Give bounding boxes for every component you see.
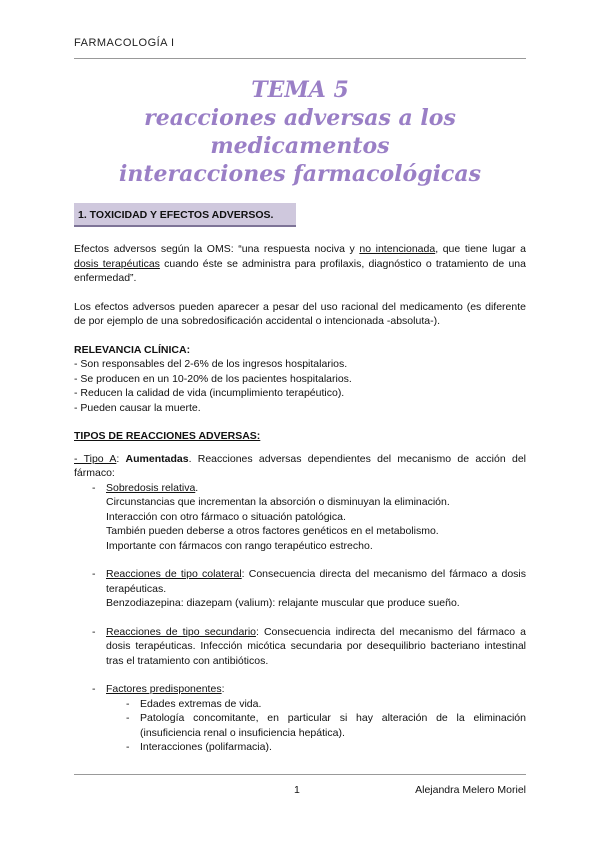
relevancia-item: - Son responsables del 2-6% de los ingresos hospitalarios.: [74, 358, 348, 370]
paragraph-rational-use: Los efectos adversos pueden aparecer a pesar del uso racional del medicamento (es diferente de por ejemplo de una sobredosificación accidental o intencionada -absoluta-).: [74, 300, 526, 327]
item-line: También pueden deberse a otros factores genéticos en el metabolismo.: [106, 525, 439, 537]
factor-item: [74, 740, 526, 755]
item-line: Benzodiazepina: diazepam (valium): relajante muscular que produce sueño.: [106, 597, 460, 609]
list-dash: -: [92, 481, 96, 494]
item-line: Importante con fármacos con rango terapéutico estrecho.: [106, 539, 373, 552]
list-item-sobredosis: [74, 481, 526, 554]
text-run: :: [221, 683, 225, 695]
tipo-a-name: Aumentadas: [125, 452, 189, 465]
text-run: . Reacciones adversas dependientes del mecanismo de acción del fármaco:: [74, 452, 526, 479]
tipo-a-intro: [74, 452, 526, 481]
relevancia-item: - Se producen en un 10-20% de los pacientes hospitalarios.: [74, 372, 352, 385]
title-subtitle-2: interacciones farmacológicas: [119, 161, 481, 187]
list-item-factores: [74, 682, 526, 697]
underlined-term: dosis terapéuticas: [74, 257, 160, 270]
list-dash: -: [92, 625, 96, 638]
factor-item: [74, 711, 526, 740]
author-name: Alejandra Melero Moriel: [415, 784, 526, 796]
underlined-term: no intencionada: [359, 243, 436, 255]
item-title: Factores predisponentes: [106, 683, 222, 695]
text-run: , que tiene lugar a: [435, 243, 526, 255]
text-run: Efectos adversos según la OMS: “una respuesta nociva y: [74, 243, 360, 255]
text-run: cuando éste se administra para profilaxis, diagnóstico o tratamiento de una enfermedad”.: [74, 257, 526, 284]
item-title: Sobredosis relativa: [106, 481, 196, 494]
tipos-heading: TIPOS DE REACCIONES ADVERSAS:: [74, 430, 261, 442]
list-dash: -: [92, 683, 96, 695]
relevancia-heading: RELEVANCIA CLÍNICA:: [74, 343, 191, 356]
list-item-secundario: [74, 625, 526, 669]
factor-text: Patología concomitante, en particular si hay alteración de la eliminación (insuficiencia renal o insuficiencia hepática).: [140, 712, 526, 739]
title-subtitle-1: reacciones adversas a los medicamentos: [144, 105, 456, 159]
item-line: Circunstancias que incrementan la absorción o disminuyan la eliminación.: [106, 496, 450, 508]
title-topic: TEMA 5: [251, 77, 349, 103]
relevancia-item: - Pueden causar la muerte.: [74, 401, 201, 414]
header-divider: [74, 58, 526, 59]
body-content: [74, 242, 526, 755]
list-dash: -: [126, 697, 130, 710]
list-item-colateral: [74, 567, 526, 611]
item-title: Reacciones de tipo secundario: [106, 625, 256, 638]
title-block: [74, 76, 526, 188]
page-number: 1: [294, 784, 300, 796]
list-dash: -: [126, 741, 130, 753]
factor-text: Interacciones (polifarmacia).: [140, 741, 272, 753]
text-run: :: [116, 452, 126, 465]
factor-text: Edades extremas de vida.: [140, 697, 262, 710]
item-line: Interacción con otro fármaco o situación patológica.: [106, 510, 346, 523]
list-dash: -: [126, 712, 130, 724]
section-heading: 1. TOXICIDAD Y EFECTOS ADVERSOS.: [74, 203, 296, 227]
factor-item: [74, 697, 526, 712]
footer-divider: [74, 774, 526, 775]
text-run: : Consecuencia indirecta del mecanismo del fármaco a dosis terapéuticas. Infección micótica secundaria por desequilibrio bacteriano intestinal tras el tratamiento con antibióticos.: [106, 625, 526, 667]
text-run: .: [195, 481, 199, 494]
tipo-a-label: - Tipo A: [74, 452, 117, 465]
running-header: FARMACOLOGÍA I: [74, 37, 175, 49]
list-dash: -: [92, 568, 96, 580]
text-run: : Consecuencia directa del mecanismo del fármaco a dosis terapéuticas.: [106, 568, 526, 595]
item-title: Reacciones de tipo colateral: [106, 568, 242, 580]
paragraph-definition: [74, 242, 526, 286]
relevancia-item: - Reducen la calidad de vida (incumplimiento terapéutico).: [74, 387, 345, 399]
